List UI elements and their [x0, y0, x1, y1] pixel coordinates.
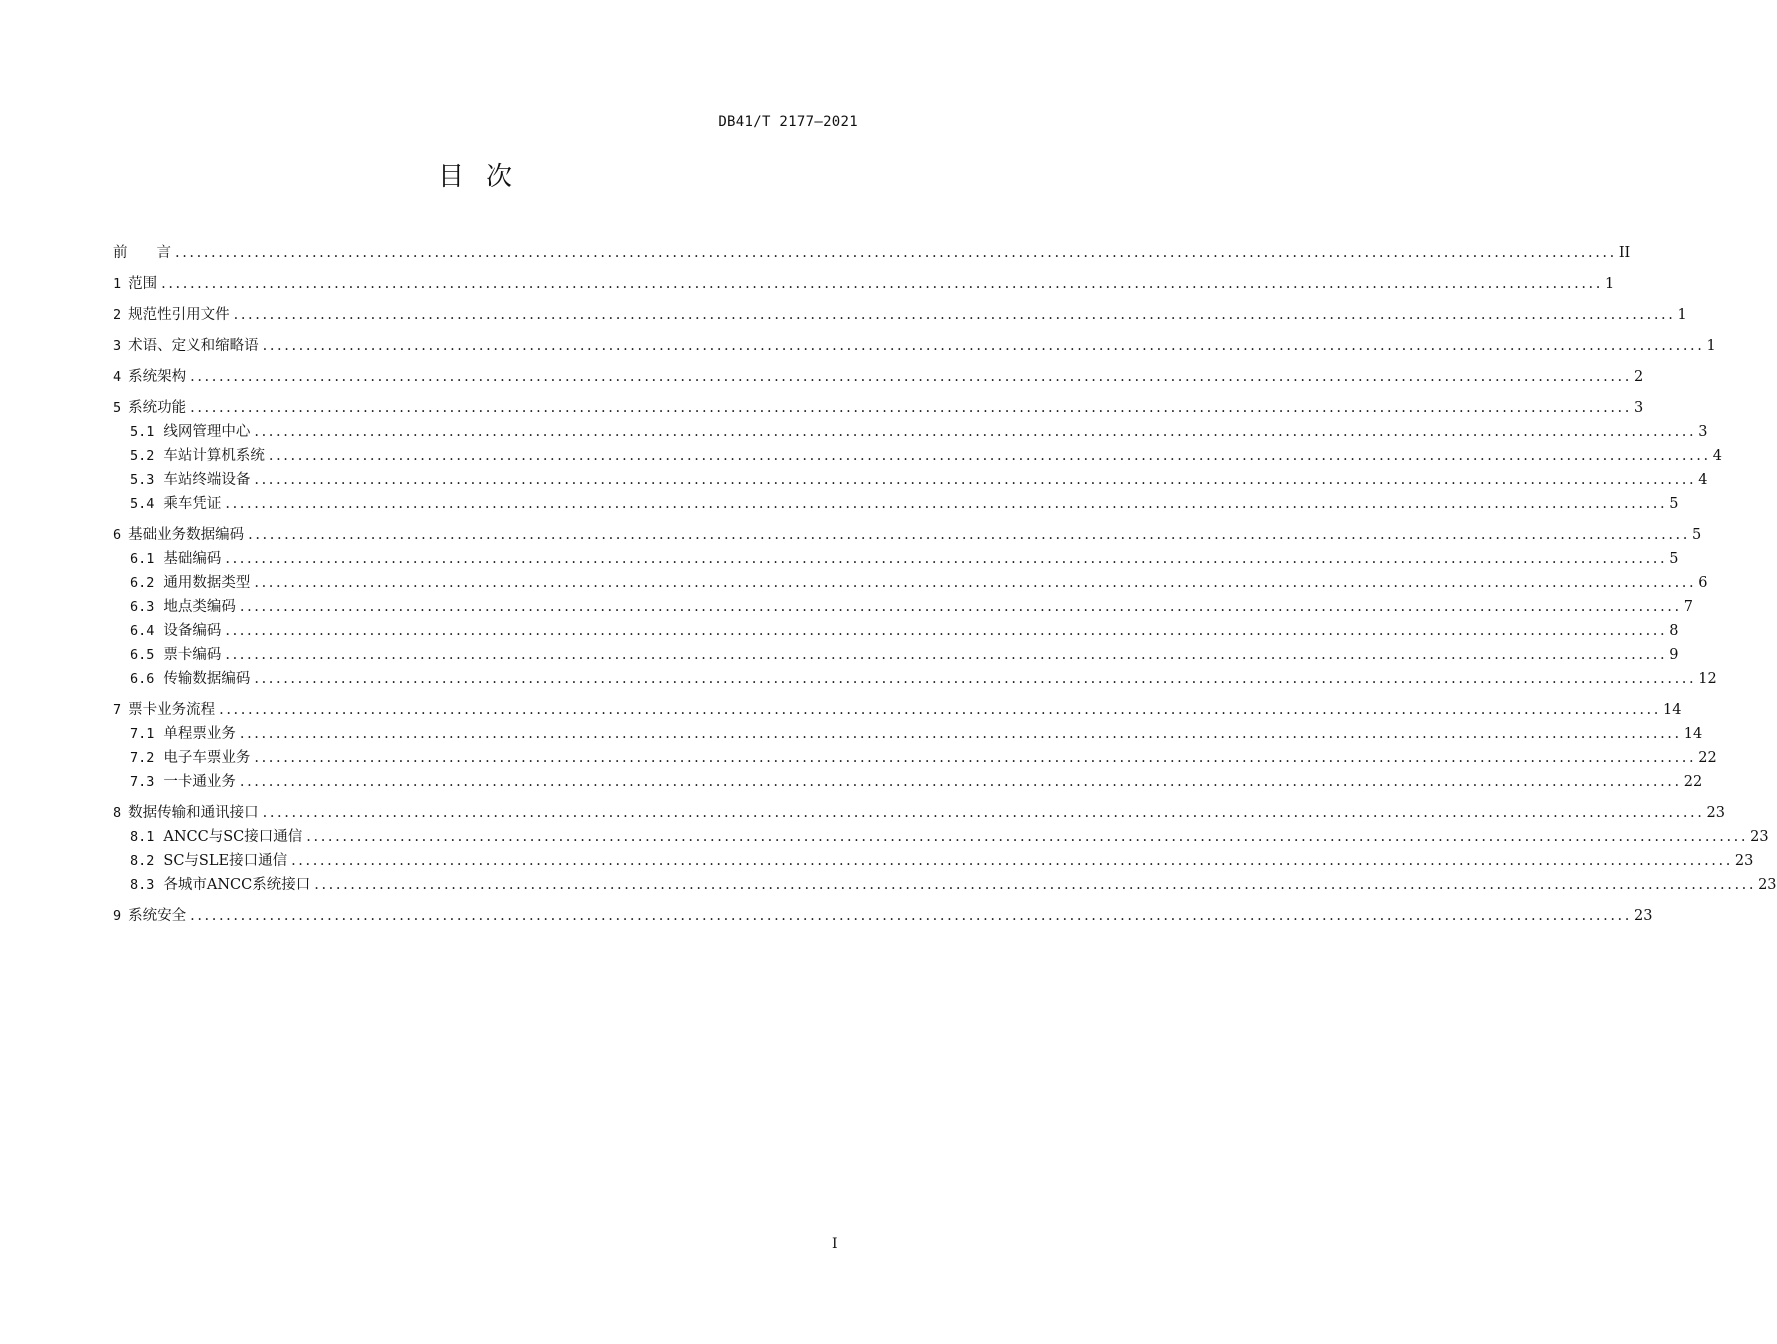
toc-entry-label: 线网管理中心: [163, 424, 251, 440]
toc-entry-page: II: [1618, 245, 1631, 261]
toc-entry[interactable]: [113, 306, 1687, 324]
toc-entry-number: 6.4: [130, 623, 155, 639]
toc-entry[interactable]: [113, 423, 1708, 441]
toc-entry-number: 2: [113, 307, 122, 323]
toc-leader-dots: ........................................................................................................................................................................................................: [161, 276, 1603, 292]
toc-entry[interactable]: [113, 670, 1717, 688]
toc-entry-page: 23: [1706, 805, 1725, 821]
toc-leader-dots: ........................................................................................................................................................................................................: [262, 805, 1705, 821]
toc-entry-page: 4: [1698, 472, 1708, 488]
toc-entry[interactable]: [113, 526, 1702, 544]
toc-entry-page: 3: [1698, 424, 1708, 440]
toc-leader-dots: ........................................................................................................................................................................................................: [254, 750, 1697, 766]
toc-entry-page: 22: [1698, 750, 1717, 766]
toc-entry[interactable]: [113, 399, 1644, 417]
toc-entry-number: 8.3: [130, 877, 155, 893]
toc-entry[interactable]: [113, 471, 1708, 489]
toc-entry-page: 9: [1669, 647, 1679, 663]
page-number: I: [832, 1236, 838, 1252]
toc-entry-page: 14: [1683, 726, 1703, 742]
toc-entry-label: 规范性引用文件: [128, 307, 230, 323]
toc-entry-page: 1: [1706, 338, 1716, 354]
toc-entry-label: 系统安全: [128, 908, 187, 924]
toc-entry-number: 9: [113, 908, 122, 924]
toc-leader-dots: ........................................................................................................................................................................................................: [190, 908, 1632, 924]
toc-leader-dots: ........................................................................................................................................................................................................: [262, 338, 1705, 354]
toc-entry-number: 5.4: [130, 496, 155, 512]
toc-entry[interactable]: [113, 447, 1722, 465]
toc-entry-label: 通用数据类型: [163, 575, 251, 591]
toc-entry[interactable]: [113, 876, 1777, 894]
toc-entry-page: 6: [1698, 575, 1708, 591]
toc-entry-number: 3: [113, 338, 122, 354]
toc-entry-number: 6.1: [130, 551, 155, 567]
toc-entry-label: 电子车票业务: [163, 750, 251, 766]
toc-entry[interactable]: [113, 550, 1679, 568]
toc-entry-label: 票卡编码: [163, 647, 222, 663]
toc-entry-page: 5: [1669, 551, 1679, 567]
toc-leader-dots: ........................................................................................................................................................................................................: [268, 448, 1711, 464]
toc-leader-dots: ........................................................................................................................................................................................................: [239, 599, 1682, 615]
toc-leader-dots: ........................................................................................................................................................................................................: [219, 702, 1661, 718]
toc-entry-label: 乘车凭证: [163, 496, 222, 512]
toc-entry-page: 2: [1633, 369, 1644, 385]
toc-entry-number: 6.2: [130, 575, 155, 591]
toc-entry-label: 术语、定义和缩略语: [128, 338, 259, 354]
toc-leader-dots: ........................................................................................................................................................................................................: [225, 496, 1668, 512]
toc-leader-dots: ........................................................................................................................................................................................................: [225, 623, 1668, 639]
toc-entry-number: 7: [113, 702, 122, 718]
toc-leader-dots: ........................................................................................................................................................................................................: [233, 307, 1676, 323]
toc-entry-number: 8.1: [130, 829, 155, 845]
toc-entry[interactable]: [113, 574, 1708, 592]
toc-entry-number: 7.1: [130, 726, 155, 742]
toc-entry-label: 传输数据编码: [163, 671, 251, 687]
toc-leader-dots: ........................................................................................................................................................................................................: [225, 551, 1668, 567]
toc-entry-number: 4: [113, 369, 122, 385]
toc-entry-page: 22: [1683, 774, 1703, 790]
toc-entry-label: 设备编码: [163, 623, 222, 639]
page-title: 目次: [437, 162, 534, 192]
toc-leader-dots: ........................................................................................................................................................................................................: [190, 400, 1632, 416]
toc-entry[interactable]: [113, 749, 1717, 767]
toc-entry-number: 1: [113, 276, 122, 292]
toc-entry[interactable]: [113, 725, 1703, 743]
toc-leader-dots: ........................................................................................................................................................................................................: [254, 472, 1697, 488]
toc-leader-dots: ........................................................................................................................................................................................................: [248, 527, 1690, 543]
toc-entry-label: 票卡业务流程: [128, 702, 216, 718]
toc-entry[interactable]: [113, 852, 1754, 870]
toc-entry[interactable]: [113, 622, 1679, 640]
toc-entry[interactable]: [113, 646, 1679, 664]
toc-entry-page: 1: [1677, 307, 1687, 323]
toc-entry-page: 23: [1633, 908, 1653, 924]
toc-leader-dots: ........................................................................................................................................................................................................: [225, 647, 1668, 663]
toc-entry[interactable]: [113, 907, 1653, 925]
toc-leader-dots: ........................................................................................................................................................................................................: [254, 575, 1697, 591]
toc-entry-page: 1: [1604, 276, 1615, 292]
toc-entry-label: 一卡通业务: [163, 774, 236, 790]
toc-entry-page: 8: [1669, 623, 1679, 639]
toc-entry-label: 基础编码: [163, 551, 222, 567]
toc-entry[interactable]: [113, 244, 1631, 262]
toc-entry-number: 8.2: [130, 853, 155, 869]
toc-entry-number: 6: [113, 527, 122, 543]
toc-entry-number: 7.2: [130, 750, 155, 766]
toc-entry-page: 23: [1734, 853, 1754, 869]
toc-entry-number: 7.3: [130, 774, 155, 790]
toc-entry-page: 7: [1683, 599, 1693, 615]
toc-entry-page: 4: [1712, 448, 1722, 464]
toc-entry-page: 5: [1669, 496, 1679, 512]
toc-entry-number: 5.3: [130, 472, 155, 488]
toc-leader-dots: ........................................................................................................................................................................................................: [306, 829, 1749, 845]
toc-entry-page: 12: [1698, 671, 1717, 687]
toc-entry[interactable]: [113, 804, 1725, 822]
toc-entry-label: 车站计算机系统: [163, 448, 265, 464]
toc-entry-page: 14: [1662, 702, 1682, 718]
toc-entry-label: 地点类编码: [163, 599, 236, 615]
toc-entry[interactable]: [113, 495, 1679, 513]
toc-entry-label: ANCC与SC接口通信: [163, 829, 303, 845]
toc-entry[interactable]: [113, 773, 1703, 791]
toc-entry-number: 6.6: [130, 671, 155, 687]
standard-code: DB41/T 2177—2021: [718, 114, 858, 130]
toc-entry[interactable]: [113, 598, 1693, 616]
toc-leader-dots: ........................................................................................................................................................................................................: [254, 671, 1697, 687]
toc-entry-number: 6.5: [130, 647, 155, 663]
toc-entry-number: 5.1: [130, 424, 155, 440]
toc-entry-number: 8: [113, 805, 122, 821]
toc-entry-label: 前 言: [113, 245, 171, 261]
toc-entry-label: SC与SLE接口通信: [163, 853, 288, 869]
toc-entry-page: 3: [1633, 400, 1644, 416]
toc-entry-label: 单程票业务: [163, 726, 236, 742]
table-of-contents: [113, 244, 1777, 925]
toc-leader-dots: ........................................................................................................................................................................................................: [239, 774, 1682, 790]
toc-entry-label: 各城市ANCC系统接口: [163, 877, 311, 893]
toc-leader-dots: ........................................................................................................................................................................................................: [190, 369, 1632, 385]
toc-leader-dots: ........................................................................................................................................................................................................: [254, 424, 1697, 440]
toc-entry-label: 基础业务数据编码: [128, 527, 245, 543]
toc-leader-dots: ........................................................................................................................................................................................................: [239, 726, 1682, 742]
toc-entry[interactable]: [113, 275, 1615, 293]
toc-entry-label: 系统架构: [128, 369, 187, 385]
toc-entry-label: 范围: [128, 276, 158, 292]
toc-leader-dots: ........................................................................................................................................................................................................: [291, 853, 1733, 869]
toc-entry-number: 6.3: [130, 599, 155, 615]
toc-entry-page: 23: [1758, 877, 1777, 893]
toc-entry[interactable]: [113, 368, 1644, 386]
toc-entry-label: 系统功能: [128, 400, 187, 416]
toc-entry-number: 5: [113, 400, 122, 416]
toc-leader-dots: ........................................................................................................................................................................................................: [314, 877, 1757, 893]
toc-entry-page: 5: [1691, 527, 1702, 543]
toc-entry[interactable]: [113, 701, 1682, 719]
toc-entry[interactable]: [113, 337, 1716, 355]
toc-entry-label: 车站终端设备: [163, 472, 251, 488]
toc-entry-page: 23: [1750, 829, 1769, 845]
toc-entry-number: 5.2: [130, 448, 155, 464]
toc-entry-label: 数据传输和通讯接口: [128, 805, 259, 821]
toc-leader-dots: ........................................................................................................................................................................................................: [175, 245, 1617, 261]
toc-entry[interactable]: [113, 828, 1769, 846]
